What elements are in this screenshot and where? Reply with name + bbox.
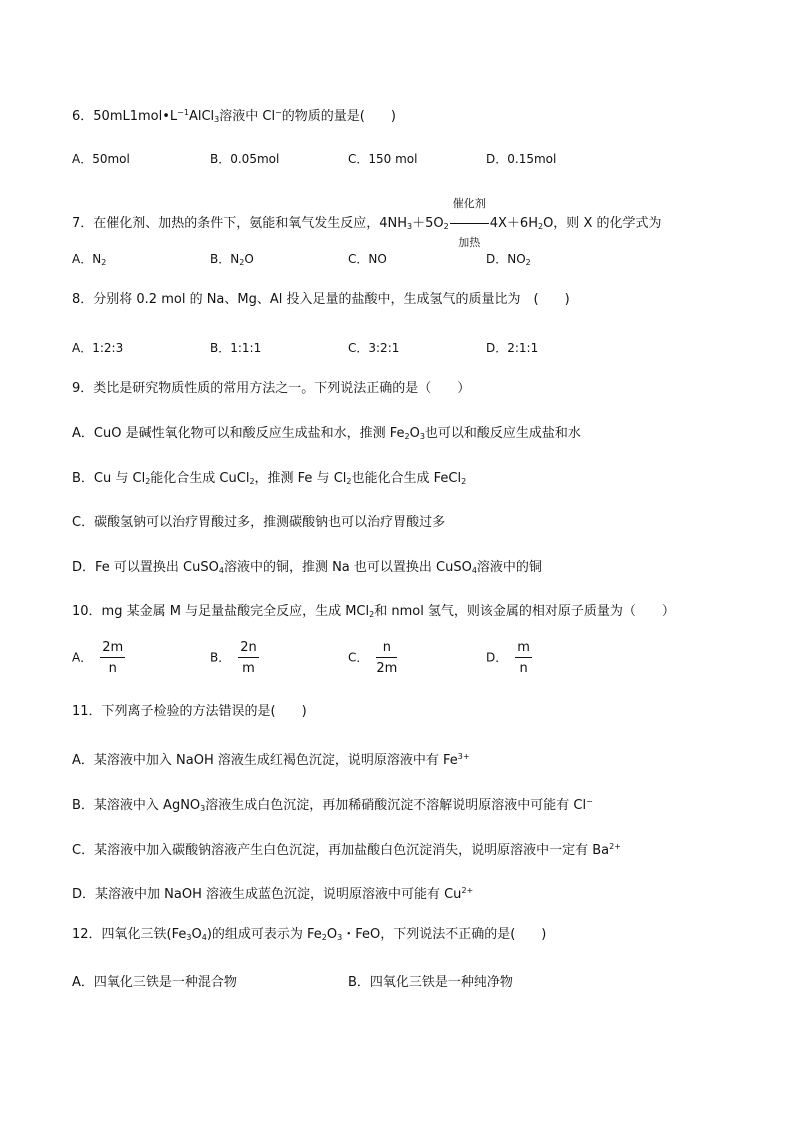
q11-sup: 2+ bbox=[609, 842, 621, 851]
q7-option-c[interactable] bbox=[348, 250, 387, 267]
q7-text: O，则 X 的化学式为 bbox=[543, 216, 662, 231]
q9-option-c[interactable] bbox=[72, 514, 445, 532]
q7-option-text: O bbox=[244, 252, 254, 266]
q11-sup: 2+ bbox=[461, 886, 474, 895]
q10-option-d[interactable] bbox=[486, 640, 532, 676]
fraction bbox=[376, 640, 397, 676]
q7-option-text: C．NO bbox=[348, 252, 387, 266]
q9-option-a[interactable] bbox=[72, 425, 581, 446]
q7-option-text: B．N bbox=[210, 252, 240, 266]
q9-sub: 2 bbox=[404, 432, 410, 441]
q10-option-label: D． bbox=[486, 650, 508, 665]
q10-option-label: B． bbox=[210, 650, 231, 665]
denominator: n bbox=[108, 661, 117, 676]
q11-text: B．某溶液中入 AgNO bbox=[72, 798, 201, 813]
q6-option-c[interactable]: C．150 mol bbox=[348, 152, 418, 166]
numerator: m bbox=[515, 640, 532, 658]
q6-option-b[interactable]: B．0.05mol bbox=[210, 152, 280, 166]
denominator: 2m bbox=[376, 661, 398, 676]
q7-sub: 2 bbox=[537, 222, 544, 231]
q11-text: D．某溶液中加 NaOH 溶液生成蓝色沉淀，说明原溶液中可能有 Cu bbox=[72, 887, 462, 902]
q7-text: ＋5O bbox=[412, 216, 444, 231]
q9-sub: 3 bbox=[419, 432, 425, 441]
q11-option-b[interactable] bbox=[72, 793, 593, 818]
q7-option-sub: 2 bbox=[101, 258, 107, 267]
q10-text: 10．mg 某金属 M 与足量盐酸完全反应，生成 MCl bbox=[72, 604, 370, 619]
q10-option-b[interactable] bbox=[210, 640, 259, 676]
q9-text: C．碳酸氢钠可以治疗胃酸过多，推测碳酸钠也可以治疗胃酸过多 bbox=[72, 515, 446, 530]
q9-text: O bbox=[409, 426, 420, 441]
q9-sub: 4 bbox=[471, 566, 477, 575]
q9-text: 9．类比是研究物质性质的常用方法之一。下列说法正确的是（ ） bbox=[72, 381, 471, 396]
q9-text: 溶液中的铜 bbox=[476, 560, 542, 575]
numerator: 2n bbox=[238, 640, 259, 658]
q7-option-sub: 2 bbox=[525, 258, 531, 267]
numerator: n bbox=[376, 640, 397, 658]
fraction bbox=[515, 640, 532, 676]
q11-text: A．某溶液中加入 NaOH 溶液生成红褐色沉淀，说明原溶液中有 Fe bbox=[72, 753, 458, 768]
fraction bbox=[100, 640, 125, 676]
q12-text: O bbox=[191, 927, 202, 942]
q6-option-d[interactable]: D．0.15mol bbox=[486, 152, 557, 166]
q8-option-b[interactable]: B．1:1:1 bbox=[210, 341, 262, 355]
denominator: m bbox=[242, 661, 255, 676]
q9-text: A．CuO 是碱性氧化物可以和酸反应生成盐和水，推测 Fe bbox=[72, 426, 405, 441]
q6-sub: 3 bbox=[214, 115, 220, 124]
q8-text: 8．分别将 0.2 mol 的 Na、Mg、Al 投入足量的盐酸中，生成氢气的质量比为 ( ) bbox=[72, 292, 570, 307]
q7-option-d[interactable] bbox=[486, 250, 531, 267]
q10-option-a[interactable] bbox=[72, 640, 125, 676]
q9-text: B．Cu 与 Cl bbox=[72, 471, 146, 486]
q12-sub: 2 bbox=[321, 933, 327, 942]
q12-text: O bbox=[326, 927, 338, 942]
question-9-stem bbox=[72, 380, 470, 398]
question-12-stem bbox=[72, 926, 546, 947]
numerator: 2m bbox=[100, 640, 125, 658]
q6-text: 溶液中 Cl bbox=[219, 109, 276, 124]
q12-sub: 3 bbox=[186, 933, 192, 942]
q9-text: 也可以和酸反应生成盐和水 bbox=[424, 426, 581, 441]
q7-text: 7．在催化剂、加热的条件下，氨能和氧气发生反应，4NH bbox=[72, 216, 408, 231]
q10-sub: 2 bbox=[369, 610, 375, 619]
reaction-heat: 加热 bbox=[458, 236, 481, 249]
q9-sub: 2 bbox=[249, 477, 255, 486]
q12-sub: 4 bbox=[201, 933, 207, 942]
q9-sub: 2 bbox=[346, 477, 352, 486]
q8-option-d[interactable]: D．2:1:1 bbox=[486, 341, 539, 355]
denominator: n bbox=[519, 661, 528, 676]
question-8-stem bbox=[72, 291, 570, 309]
q6-text: 6．50mL1mol•L bbox=[72, 109, 178, 124]
q11-option-d[interactable] bbox=[72, 882, 473, 904]
question-6-stem bbox=[72, 104, 396, 129]
q10-option-label: A． bbox=[72, 650, 93, 665]
fraction bbox=[238, 640, 259, 676]
q8-option-a[interactable]: A．1:2:3 bbox=[72, 341, 124, 355]
q12-sub: 3 bbox=[337, 933, 343, 942]
q12-option-a[interactable]: A．四氧化三铁是一种混合物 bbox=[72, 975, 237, 990]
q7-sub: 2 bbox=[443, 222, 449, 231]
q11-option-a[interactable] bbox=[72, 748, 470, 770]
q9-option-b[interactable] bbox=[72, 470, 466, 491]
q7-text: 4X＋6H bbox=[489, 216, 538, 231]
q7-sub: 3 bbox=[407, 222, 413, 231]
q9-text: 能化合生成 CuCl bbox=[150, 471, 250, 486]
q11-sub: 3 bbox=[200, 804, 206, 813]
q12-text: 12．四氧化三铁(Fe bbox=[72, 927, 187, 942]
q6-sup: − bbox=[275, 108, 282, 117]
q6-text: AlCl bbox=[188, 109, 215, 124]
q11-text: 11．下列离子检验的方法错误的是( ) bbox=[72, 704, 307, 719]
q9-sub: 2 bbox=[461, 477, 467, 486]
question-10-stem bbox=[72, 603, 675, 624]
q9-option-d[interactable] bbox=[72, 559, 542, 580]
q10-option-c[interactable] bbox=[348, 640, 397, 676]
q9-sub: 4 bbox=[218, 566, 224, 575]
q9-text: 也能化合生成 FeCl bbox=[351, 471, 462, 486]
q12-text: ・FeO，下列说法不正确的是( ) bbox=[342, 927, 547, 942]
q6-option-a[interactable]: A．50mol bbox=[72, 152, 130, 166]
q7-option-b[interactable] bbox=[210, 250, 254, 267]
q10-option-label: C． bbox=[348, 650, 369, 665]
q12-text: )的组成可表示为 Fe bbox=[206, 927, 322, 942]
q12-option-b[interactable]: B．四氧化三铁是一种纯净物 bbox=[348, 975, 513, 990]
q10-text: 和 nmol 氢气，则该金属的相对原子质量为（ ） bbox=[374, 604, 675, 619]
q6-text: 的物质的量是( ) bbox=[281, 109, 396, 124]
q11-sup: − bbox=[586, 797, 593, 806]
reaction-catalyst: 催化剂 bbox=[450, 186, 489, 224]
q7-option-text: A．N bbox=[72, 252, 102, 266]
q8-option-c[interactable]: C．3:2:1 bbox=[348, 341, 400, 355]
question-11-stem bbox=[72, 703, 307, 721]
q6-sup: −1 bbox=[177, 108, 189, 117]
q11-text: 溶液生成白色沉淀，再加稀硝酸沉淀不溶解说明原溶液中可能有 Cl bbox=[205, 798, 587, 813]
q7-option-text: D．NO bbox=[486, 252, 526, 266]
q7-option-a[interactable] bbox=[72, 250, 106, 267]
q9-text: ，推测 Fe 与 Cl bbox=[254, 471, 347, 486]
q7-option-sub: 2 bbox=[239, 258, 245, 267]
q9-sub: 2 bbox=[145, 477, 151, 486]
q9-text: D．Fe 可以置换出 CuSO bbox=[72, 560, 219, 575]
q9-text: 溶液中的铜，推测 Na 也可以置换出 CuSO bbox=[223, 560, 472, 575]
reaction-condition bbox=[450, 186, 489, 261]
q11-sup: 3+ bbox=[457, 752, 470, 761]
q11-option-c[interactable] bbox=[72, 838, 621, 860]
q11-text: C．某溶液中加入碳酸钠溶液产生白色沉淀，再加盐酸白色沉淀消失，说明原溶液中一定有 Ba bbox=[72, 843, 610, 858]
